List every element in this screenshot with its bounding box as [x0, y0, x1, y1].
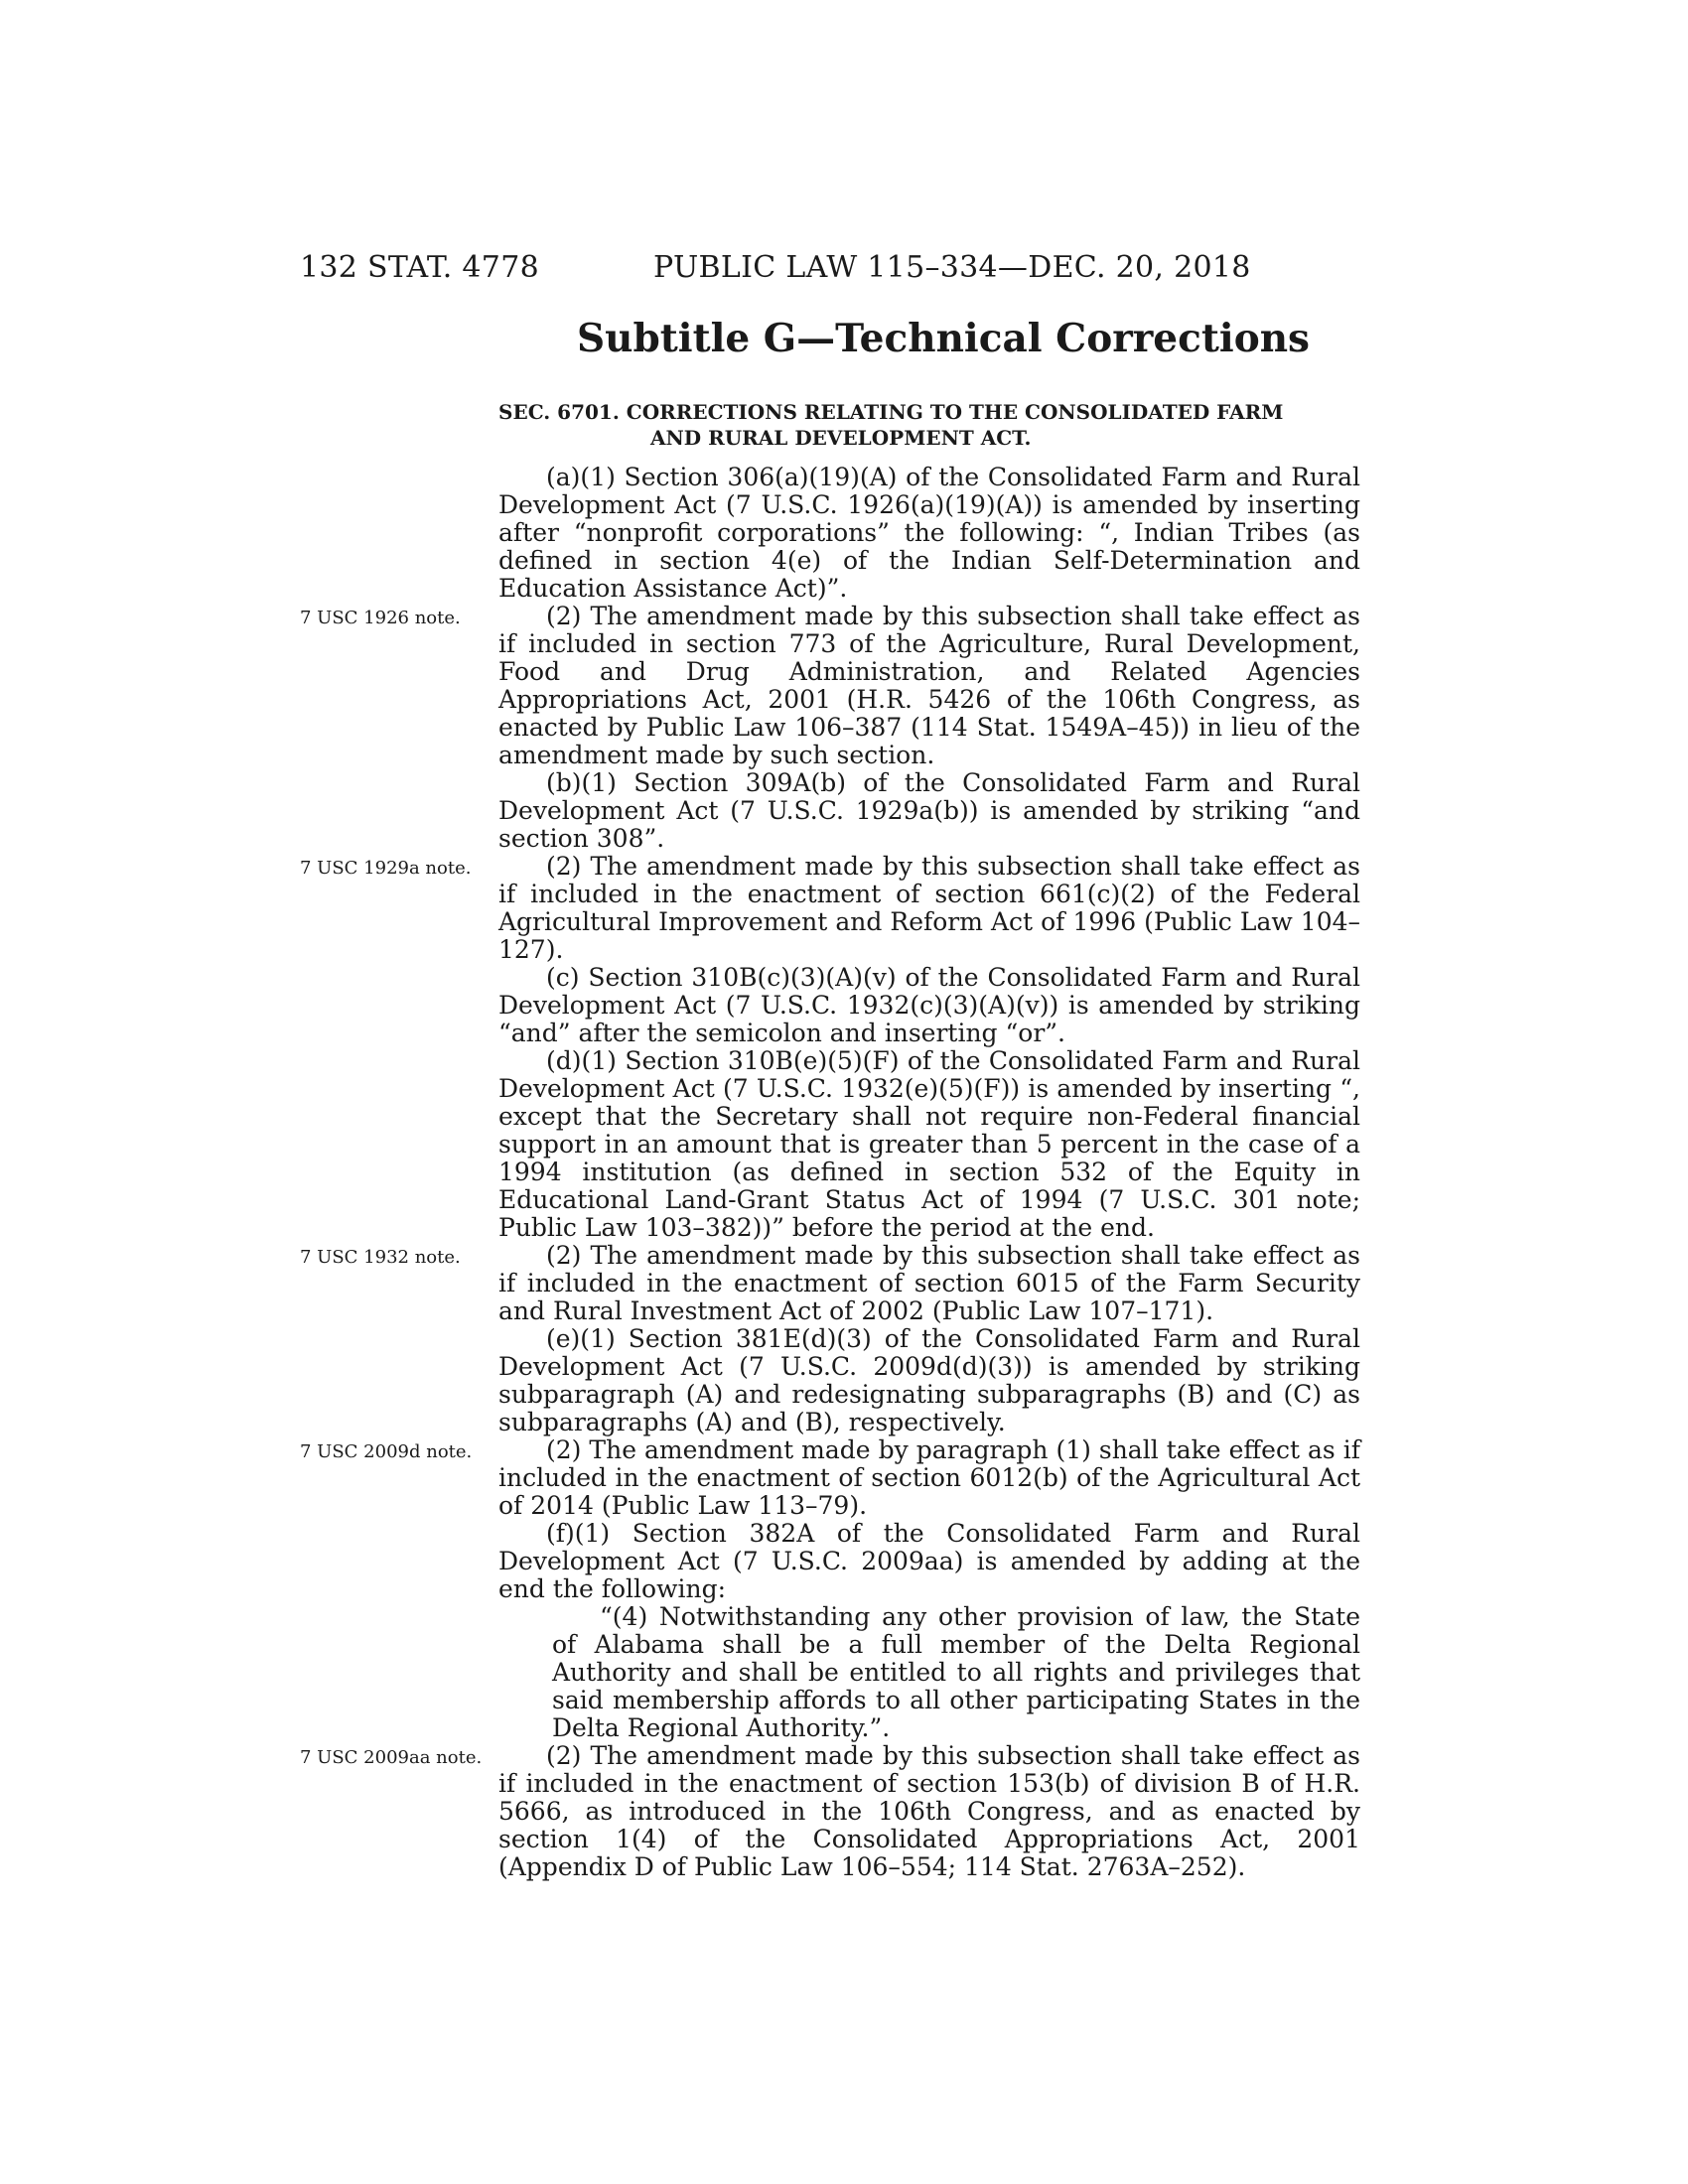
margin-note: 7 USC 1926 note. — [300, 608, 461, 628]
subtitle-heading: Subtitle G—Technical Corrections — [576, 316, 1311, 361]
section-heading — [498, 399, 1360, 451]
margin-note: 7 USC 1932 note. — [300, 1247, 461, 1268]
page-stat-reference: 132 STAT. 4778 — [300, 250, 539, 285]
section-heading-line-1: SEC. 6701. CORRECTIONS RELATING TO THE CONSOLIDATED FARM — [498, 400, 1284, 424]
margin-note: 7 USC 2009aa note. — [300, 1747, 483, 1768]
margin-note: 7 USC 1929a note. — [300, 858, 472, 879]
paragraph-d1: (d)(1) Section 310B(e)(5)(F) of the Consolidated Farm and Rural Development Act (7 U.S.C. 1932(e)(5)(F)) is amended by inserting “, except that the Secretary shall not require non-Federal financial support in an amount that is greater than 5 percent in the case of a 1994 institution (as defined in section 532 of the Equity in Educational Land-Grant Status Act of 1994 (7 U.S.C. 301 note; Public Law 103–382))” before the period at the end. — [498, 1046, 1360, 1242]
paragraph-b1: (b)(1) Section 309A(b) of the Consolidated Farm and Rural Development Act (7 U.S.C. 1929a(b)) is amended by striking “and section 308”. — [498, 768, 1360, 853]
paragraph-a2: (2) The amendment made by this subsection shall take effect as if included in section 773 of the Agriculture, Rural Development, Food and Drug Administration, and Related Agencies Appropriations Act, 2001 (H.R. 5426 of the 106th Congress, as enacted by Public Law 106–387 (114 Stat. 1549A–45)) in lieu of the amendment made by such section. — [498, 602, 1360, 769]
margin-note: 7 USC 2009d note. — [300, 1441, 473, 1462]
paragraph-d2: (2) The amendment made by this subsection shall take effect as if included in the enactment of section 6015 of the Farm Security and Rural Investment Act of 2002 (Public Law 107–171). — [498, 1241, 1360, 1325]
paragraph-e1: (e)(1) Section 381E(d)(3) of the Consolidated Farm and Rural Development Act (7 U.S.C. 2009d(d)(3)) is amended by striking subparagraph (A) and redesignating subparagraphs (B) and (C) as subparagraphs (A) and (B), respectively. — [498, 1324, 1360, 1436]
running-head: PUBLIC LAW 115–334—DEC. 20, 2018 — [653, 250, 1251, 285]
paragraph-c: (c) Section 310B(c)(3)(A)(v) of the Consolidated Farm and Rural Development Act (7 U.S.C. 1932(c)(3)(A)(v)) is amended by striking “and” after the semicolon and inserting “or”. — [498, 963, 1360, 1047]
paragraph-b2: (2) The amendment made by this subsection shall take effect as if included in the enactment of section 661(c)(2) of the Federal Agricultural Improvement and Reform Act of 1996 (Public Law 104–127). — [498, 852, 1360, 964]
paragraph-a1: (a)(1) Section 306(a)(19)(A) of the Consolidated Farm and Rural Development Act (7 U.S.C. 1926(a)(19)(A)) is amended by inserting after “nonprofit corporations” the following: “, Indian Tribes (as defined in section 4(e) of the Indian Self-Determination and Education Assistance Act)”. — [498, 463, 1360, 603]
quoted-paragraph-4: “(4) Notwithstanding any other provision of law, the State of Alabama shall be a full member of the Delta Regional Authority and shall be entitled to all rights and privileges that said membership affords to all other participating States in the Delta Regional Authority.”. — [552, 1602, 1360, 1742]
paragraph-f2: (2) The amendment made by this subsection shall take effect as if included in the enactment of section 153(b) of division B of H.R. 5666, as introduced in the 106th Congress, and as enacted by section 1(4) of the Consolidated Appropriations Act, 2001 (Appendix D of Public Law 106–554; 114 Stat. 2763A–252). — [498, 1741, 1360, 1881]
paragraph-f1: (f)(1) Section 382A of the Consolidated Farm and Rural Development Act (7 U.S.C. 2009aa) is amended by adding at the end the following: — [498, 1519, 1360, 1603]
paragraph-e2: (2) The amendment made by paragraph (1) shall take effect as if included in the enactment of section 6012(b) of the Agricultural Act of 2014 (Public Law 113–79). — [498, 1435, 1360, 1520]
section-heading-line-2: AND RURAL DEVELOPMENT ACT. — [650, 426, 1032, 450]
